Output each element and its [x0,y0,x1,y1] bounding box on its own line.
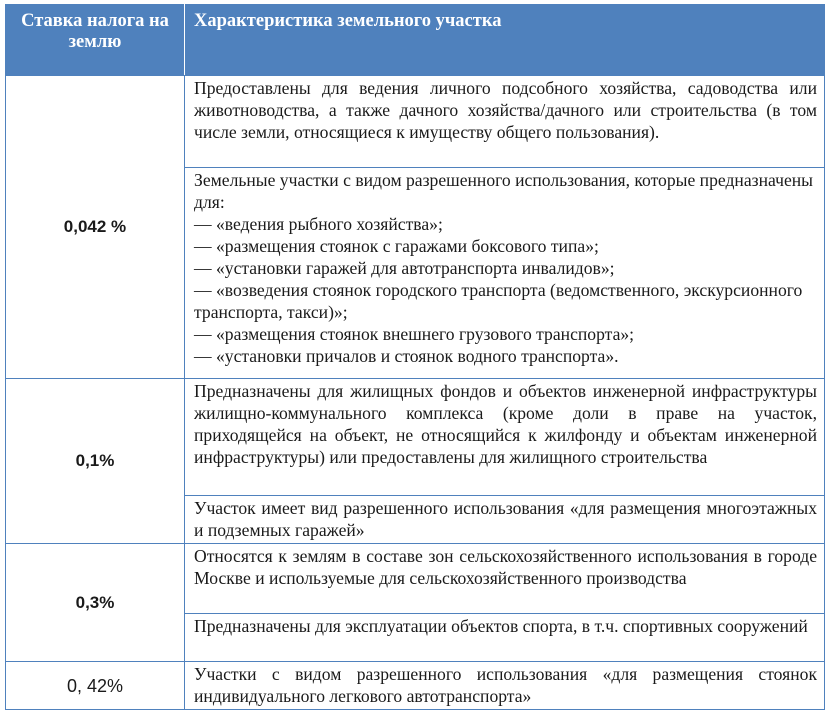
description-intro: Земельные участки с видом разрешенного использования, которые предназначены для: [194,170,814,212]
description-cell: Относятся к землям в составе зон сельскохозяйственного использования в городе Москве и используемые для сельскохозяйственного производства [185,544,825,614]
table-row [6,544,825,614]
rate-cell: 0,3% [6,544,185,662]
table-row [6,76,825,168]
list-item: — «размещения стоянок внешнего грузового транспорта»; [194,324,635,344]
land-tax-table [5,4,825,710]
rate-cell: 0, 42% [6,662,185,710]
list-item: — «возведения стоянок городского транспорта (ведомственного, экскурсионного транспорта, такси)»; [194,280,803,322]
list-item: — «установки гаражей для автотранспорта инвалидов»; [194,258,615,278]
header-rate: Ставка налога на землю [6,5,185,76]
description-cell: Предоставлены для ведения личного подсобного хозяйства, садоводства или животноводства, а также дачного хозяйства/дачного или строительства (в том числе земли, относящиеся к имуществу общего пользования). [185,76,825,168]
header-row [6,5,825,76]
description-cell: Предназначены для жилищных фондов и объектов инженерной инфраструктуры жилищно-коммунального комплекса (кроме доли в праве на участок, приходящейся на объект, не относящийся к жилфонду и объектам инженерной инфраструктуры) или предоставлены для жилищного строительства [185,379,825,496]
rate-cell: 0,1% [6,379,185,544]
rate-cell: 0,042 % [6,76,185,379]
list-item: — «ведения рыбного хозяйства»; [194,214,443,234]
table-row [6,379,825,496]
list-item: — «размещения стоянок с гаражами боксового типа»; [194,236,599,256]
description-cell: Предназначены для эксплуатации объектов спорта, в т.ч. спортивных сооружений [185,614,825,662]
description-cell: Участки с видом разрешенного использования «для размещения стоянок индивидуального легкового автотранспорта» [185,662,825,710]
table-body [6,76,825,710]
list-item: — «установки причалов и стоянок водного транспорта». [194,346,619,366]
description-cell [185,168,825,379]
table-row [6,662,825,710]
description-cell: Участок имеет вид разрешенного использования «для размещения многоэтажных и подземных гаражей» [185,496,825,544]
table-header [6,5,825,76]
header-characteristic: Характеристика земельного участка [185,5,825,76]
